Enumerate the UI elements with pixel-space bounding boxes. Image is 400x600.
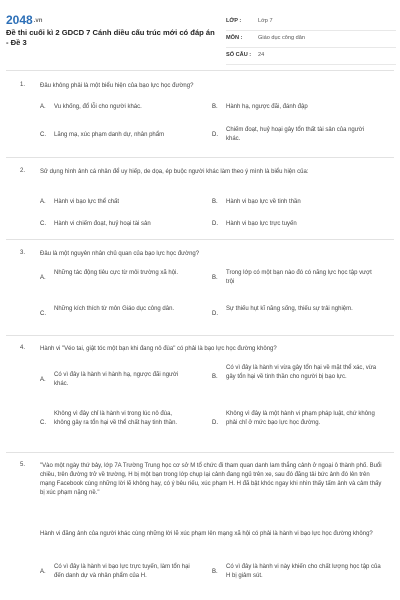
document-header xyxy=(0,0,400,66)
option-letter: B. xyxy=(212,275,218,281)
option-text: Hành vi bạo lực trực tuyến xyxy=(226,221,297,227)
meta-row-subject xyxy=(226,31,396,48)
option-text: Lăng mạ, xúc phạm danh dự, nhân phẩm xyxy=(54,132,165,138)
option-text: Những kích thích từ môn Giáo dục công dân. xyxy=(54,306,175,312)
option-letter: C. xyxy=(40,311,46,317)
question-number: 2. xyxy=(20,168,26,174)
option-text: Hành vi chiếm đoạt, huỷ hoại tài sản xyxy=(54,221,151,227)
question-passage: "Vào một ngày thứ bảy, lớp 7A Trường Trung học cơ sở M tổ chức đi tham quan danh lam thắng cảnh ở ngoại ô thành phố. Buổi chiều, trên đường trở về trường, H bị một bạn trong lớp chụp lại cảnh đang ngủ trên xe, sau đó đăng tải bức ảnh đó lên trên mạng Facebook cùng những lời lẽ không hay, có ý bêu riếu, xúc phạm H. H đã bật khóc ngay khi nhìn thấy tấm ảnh và cảm thấy bị xúc phạm nặng nề." xyxy=(40,463,382,496)
site-logo[interactable] xyxy=(6,13,42,27)
option-text: Có vì đây là hành vi này khiến cho chất lượng học tập của H bị giảm sút. xyxy=(226,564,381,579)
option-text: Vu khống, đổ lỗi cho người khác. xyxy=(54,104,142,110)
option-text: Trong lớp có một bạn nào đó có năng lực học tập vượt trội xyxy=(226,270,372,285)
option-text: Chiếm đoạt, huỷ hoại gây tổn thất tài sản của người khác. xyxy=(226,127,365,142)
option-text: Hành vi bạo lực về tinh thần xyxy=(226,199,301,205)
question-number: 3. xyxy=(20,250,26,256)
meta-label: MÔN : xyxy=(226,35,243,41)
option-letter: C. xyxy=(40,420,46,426)
option-letter: A. xyxy=(40,569,46,575)
option-letter: A. xyxy=(40,275,46,281)
question-text: Hành vi "Véo tai, giật tóc một bạn khi đang nô đùa" có phải là bạo lực học đường không? xyxy=(40,346,277,352)
exam-meta xyxy=(226,14,396,65)
meta-label: LỚP : xyxy=(226,18,242,24)
option-letter: B. xyxy=(212,374,218,380)
question-text: Đâu là một nguyên nhân chủ quan của bạo lực học đường? xyxy=(40,251,200,257)
divider xyxy=(6,452,394,453)
divider xyxy=(6,157,394,158)
option-letter: A. xyxy=(40,377,46,383)
question-text: Đâu không phải là một biểu hiện của bạo lực học đường? xyxy=(40,83,194,89)
meta-row-class xyxy=(226,14,396,31)
meta-row-count xyxy=(226,48,396,65)
option-text: Có vì đây là hành vi hành hạ, ngược đãi người khác. xyxy=(54,372,179,387)
option-letter: D. xyxy=(212,221,218,227)
option-letter: A. xyxy=(40,199,46,205)
option-letter: D. xyxy=(212,311,218,317)
option-letter: B. xyxy=(212,199,218,205)
option-letter: D. xyxy=(212,420,218,426)
question-text: Hành vi đăng ảnh của người khác cùng những lời lẽ xúc phạm lên mạng xã hội có phải là hành vi bạo lực học đường không? xyxy=(40,531,373,537)
logo-number: 2048 xyxy=(6,13,33,27)
option-text: Có vì đây là hành vi vừa gây tổn hại về mặt thể xác, vừa gây tổn hại về tinh thần cho người bị bạo lực. xyxy=(226,365,377,380)
meta-value: 24 xyxy=(258,52,265,58)
option-letter: C. xyxy=(40,221,46,227)
question-text: Sử dụng hình ảnh cá nhân để uy hiếp, de dọa, ép buộc người khác làm theo ý mình là biểu hiện của: xyxy=(40,169,309,175)
option-letter: A. xyxy=(40,104,46,110)
option-text: Hành hạ, ngược đãi, đánh đập xyxy=(226,104,308,110)
option-letter: C. xyxy=(40,132,46,138)
divider xyxy=(6,239,394,240)
meta-value: Lớp 7 xyxy=(258,18,273,24)
question-number: 1. xyxy=(20,82,26,88)
option-text: Sự thiếu hụt kĩ năng sống, thiếu sự trải nghiệm. xyxy=(226,306,353,312)
option-text: Không vì đây là một hành vi phạm pháp luật, chứ không phải chỉ ở mức bạo lực học đường. xyxy=(226,411,375,426)
option-text: Không vì đây chỉ là hành vi trong lúc nô đùa, không gây ra tổn hại về thể chất hay tinh thần. xyxy=(54,411,178,426)
divider xyxy=(6,335,394,336)
option-text: Hành vi bạo lực thể chất xyxy=(54,199,120,205)
divider xyxy=(6,70,394,71)
question-number: 4. xyxy=(20,345,26,351)
option-letter: B. xyxy=(212,104,218,110)
option-text: Những tác động tiêu cực từ môi trường xã hội. xyxy=(54,270,179,276)
logo-suffix: .vn xyxy=(33,18,43,24)
meta-label: SỐ CÂU : xyxy=(226,52,252,58)
meta-value: Giáo dục công dân xyxy=(258,35,305,41)
exam-title: Đề thi cuối kì 2 GDCD 7 Cánh diều cấu trúc mới có đáp án - Đề 3 xyxy=(6,28,215,47)
question-number: 5. xyxy=(20,462,26,468)
option-text: Có vì đây là hành vi bạo lực trực tuyến, làm tổn hại đến danh dự và nhân phẩm của H. xyxy=(54,564,190,579)
option-letter: B. xyxy=(212,569,218,575)
option-letter: D. xyxy=(212,132,218,138)
